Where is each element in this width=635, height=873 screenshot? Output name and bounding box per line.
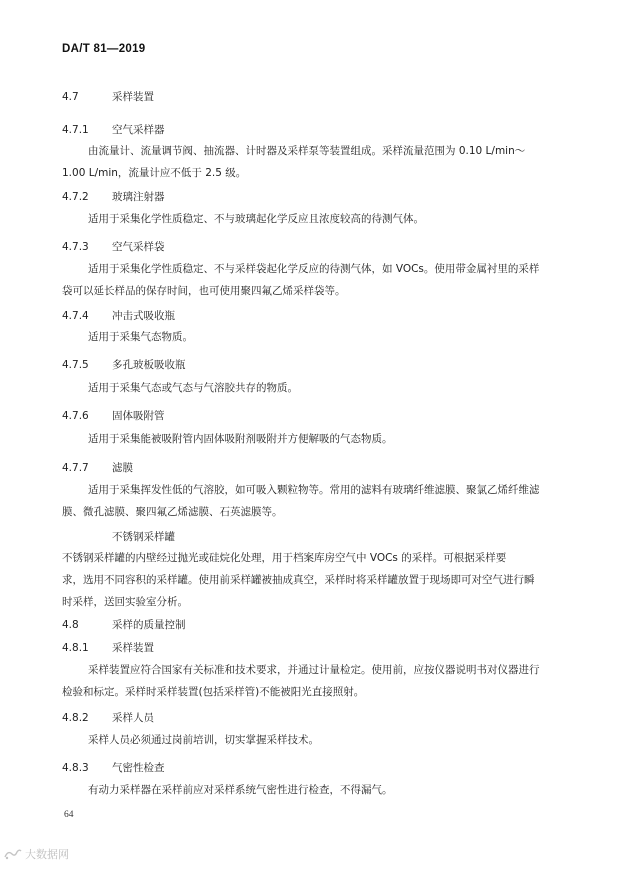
section-title: 多孔玻板吸收瓶 xyxy=(112,359,186,371)
section-heading xyxy=(62,617,186,632)
section-number: 4.8.3 xyxy=(62,762,89,774)
paragraph xyxy=(62,326,574,348)
paragraph xyxy=(62,377,574,399)
paragraph-line: 适用于采集能被吸附管内固体吸附剂吸附并方便解吸的气态物质。 xyxy=(88,433,393,445)
section-heading xyxy=(62,408,165,423)
paragraph-line: 适用于采集化学性质稳定、不与玻璃起化学反应且浓度较高的待测气体。 xyxy=(88,213,424,225)
section-title: 空气采样袋 xyxy=(112,241,165,253)
section-title: 空气采样器 xyxy=(112,124,165,136)
section-heading xyxy=(62,460,133,475)
paragraph xyxy=(62,258,574,302)
paragraph-line: 求，选用不同容积的采样罐。使用前采样罐被抽成真空，采样时将采样罐放置于现场即可对空气进行瞬 xyxy=(62,574,535,586)
section-number: 4.7.5 xyxy=(62,359,89,371)
paragraph xyxy=(62,428,574,450)
section-number: 4.8 xyxy=(62,619,79,631)
paragraph xyxy=(62,208,574,230)
paragraph-line: 膜、微孔滤膜、聚四氟乙烯滤膜、石英滤膜等。 xyxy=(62,506,283,518)
watermark xyxy=(4,846,69,862)
paragraph-line: 由流量计、流量调节阀、抽流器、计时器及采样泵等装置组成。采样流量范围为 0.10 L/min～ xyxy=(88,145,526,157)
section-number: 4.7.1 xyxy=(62,124,89,136)
section-heading xyxy=(62,189,165,204)
paragraph-line: 时采样，送回实验室分析。 xyxy=(62,596,188,608)
section-heading xyxy=(62,760,165,775)
paragraph-line: 有动力采样器在采样前应对采样系统气密性进行检查，不得漏气。 xyxy=(88,784,393,796)
paragraph-line: 袋可以延长样品的保存时间，也可使用聚四氟乙烯采样袋等。 xyxy=(62,285,346,297)
section-title: 玻璃注射器 xyxy=(112,191,165,203)
paragraph xyxy=(62,479,574,523)
section-number: 4.7.4 xyxy=(62,310,89,322)
watermark-text: 大数据网 xyxy=(25,848,69,861)
section-heading xyxy=(62,308,175,323)
document-code: DA/T 81—2019 xyxy=(62,43,146,55)
section-title: 固体吸附管 xyxy=(112,410,165,422)
paragraph-line: 1.00 L/min，流量计应不低于 2.5 级。 xyxy=(62,167,247,179)
section-heading xyxy=(62,710,154,725)
section-heading xyxy=(62,239,165,254)
paragraph xyxy=(62,779,574,801)
paragraph-line: 适用于采集挥发性低的气溶胶，如可吸入颗粒物等。常用的滤料有玻璃纤维滤膜、聚氯乙烯纤维滤 xyxy=(88,484,540,496)
paragraph-line: 适用于采集气态物质。 xyxy=(88,331,193,343)
section-title: 滤膜 xyxy=(112,462,133,474)
section-title: 采样装置 xyxy=(112,642,154,654)
section-number: 4.7.7 xyxy=(62,462,89,474)
section-number: 4.8.1 xyxy=(62,642,89,654)
paragraph-line: 不锈钢采样罐的内壁经过抛光或硅烷化处理，用于档案库房空气中 VOCs 的采样。可根据采样要 xyxy=(62,552,507,564)
section-number: 4.8.2 xyxy=(62,712,89,724)
section-number: 4.7 xyxy=(62,91,79,103)
section-number: 4.7.6 xyxy=(62,410,89,422)
section-heading xyxy=(62,529,175,544)
section-heading xyxy=(62,640,154,655)
section-number: 4.7.2 xyxy=(62,191,89,203)
section-number: 4.7.3 xyxy=(62,241,89,253)
page-number: 64 xyxy=(64,810,74,820)
paragraph xyxy=(62,140,574,184)
paragraph-line: 采样人员必须通过岗前培训，切实掌握采样技术。 xyxy=(88,734,319,746)
section-title: 冲击式吸收瓶 xyxy=(112,310,175,322)
section-title: 采样的质量控制 xyxy=(112,619,186,631)
paragraph xyxy=(62,659,574,703)
paragraph xyxy=(62,547,574,613)
section-title: 气密性检查 xyxy=(112,762,165,774)
section-heading xyxy=(62,122,165,137)
paragraph-line: 采样装置应符合国家有关标准和技术要求，并通过计量检定。使用前，应按仪器说明书对仪器进行 xyxy=(88,664,540,676)
paragraph xyxy=(62,729,574,751)
paragraph-line: 适用于采集化学性质稳定、不与采样袋起化学反应的待测气体，如 VOCs。使用带金属衬里的采样 xyxy=(88,263,540,275)
section-title: 不锈钢采样罐 xyxy=(112,531,175,543)
section-title: 采样人员 xyxy=(112,712,154,724)
paragraph-line: 适用于采集气态或气态与气溶胶共存的物质。 xyxy=(88,382,298,394)
section-heading xyxy=(62,357,186,372)
watermark-logo-icon xyxy=(4,848,22,860)
paragraph-line: 检验和标定。采样时采样装置(包括采样管)不能被阳光直接照射。 xyxy=(62,686,365,698)
section-heading xyxy=(62,89,154,104)
section-title: 采样装置 xyxy=(112,91,154,103)
